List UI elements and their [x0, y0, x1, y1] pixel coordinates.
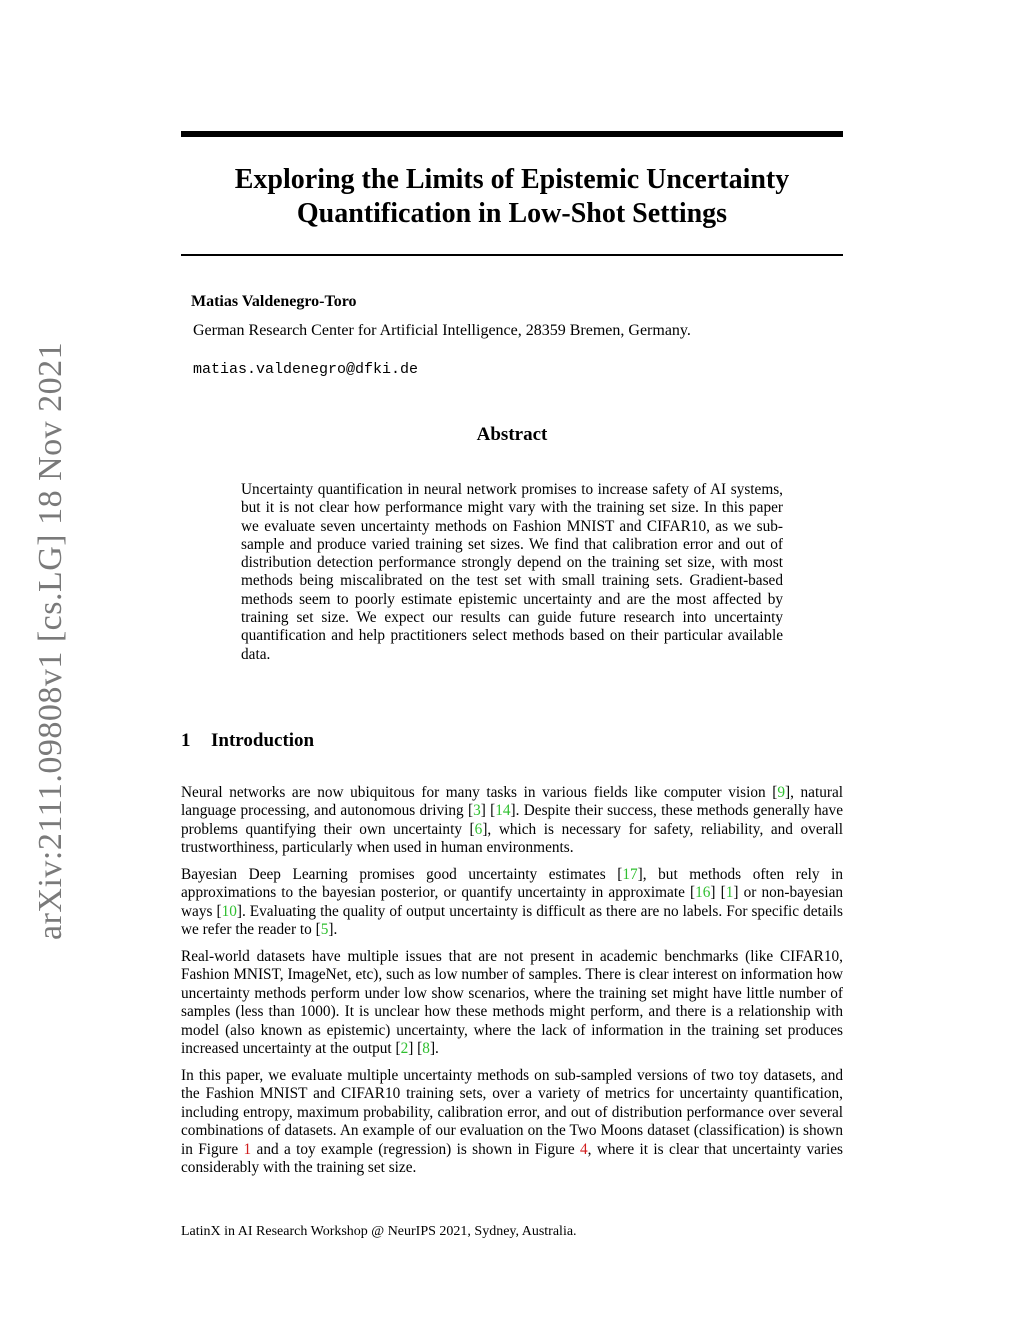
- intro-paragraph-3: [181, 948, 843, 1058]
- title-line-1: Exploring the Limits of Epistemic Uncertainty: [234, 164, 790, 195]
- title-bottom-rule: [181, 254, 843, 256]
- text-run: In this paper, we evaluate multiple uncertainty methods on sub-sampled versions of two toy datasets, and the Fashion MNIST and CIFAR10 training sets, over a variety of metrics for uncertainty quantification, including entropy, maximum probability, calibration error, and out of distribution performance over several combinations of datasets. An example of our evaluation on the Two Moons dataset (classification) is shown in Figure: [181, 1067, 843, 1158]
- text-run: ] [: [408, 1040, 423, 1058]
- text-run: ].: [328, 921, 338, 939]
- figure-reference-link[interactable]: 1: [243, 1140, 252, 1158]
- workshop-footnote: LatinX in AI Research Workshop @ NeurIPS 2021, Sydney, Australia.: [181, 1224, 577, 1239]
- citation-link[interactable]: 6: [474, 820, 483, 838]
- citation-link[interactable]: 5: [320, 921, 329, 939]
- citation-link[interactable]: 2: [400, 1040, 409, 1058]
- text-run: ] [: [710, 884, 726, 902]
- figure-reference-link[interactable]: 4: [580, 1140, 588, 1158]
- paper-title: [181, 163, 843, 231]
- citation-link[interactable]: 14: [495, 802, 511, 820]
- text-run: Bayesian Deep Learning promises good uncertainty estimates [: [181, 866, 623, 883]
- text-run: Real-world datasets have multiple issues that are not present in academic benchmarks (like CIFAR10, Fashion MNIST, ImageNet, etc), such as low number of samples. There is clear interest on information how uncertainty methods perform under low show scenarios, where the training set might have little number of samples (less than 1000). It is unclear how these methods might perform, and there is a relationship with model (also known as epistemic) uncertainty, where the lack of information in the training set produces increased uncertainty at the output [: [181, 948, 843, 1058]
- citation-link[interactable]: 3: [473, 802, 481, 820]
- intro-paragraph-2: [181, 866, 843, 940]
- citation-link[interactable]: 9: [777, 784, 785, 801]
- author-email: matias.valdenegro@dfki.de: [193, 361, 419, 378]
- text-run: ], but methods often rely in approximations to the bayesian posterior, or quantify uncertainty in approximate [: [181, 866, 843, 902]
- text-run: ].: [429, 1040, 439, 1058]
- text-run: Neural networks are now ubiquitous for many tasks in various fields like computer vision [: [181, 784, 778, 801]
- citation-link[interactable]: 17: [622, 866, 638, 883]
- abstract-heading: Abstract: [476, 424, 548, 445]
- author-name: Matias Valdenegro-Toro: [191, 293, 357, 310]
- intro-paragraph-1: [181, 784, 843, 858]
- citation-link[interactable]: 16: [695, 884, 711, 902]
- section-heading-introduction: [181, 730, 314, 752]
- title-line-2: Quantification in Low-Shot Settings: [296, 198, 728, 229]
- text-run: ] or non-bayesian ways [: [181, 884, 844, 920]
- citation-link[interactable]: 1: [725, 884, 734, 902]
- intro-paragraph-4: [181, 1067, 843, 1177]
- arxiv-identifier-stamp: arXiv:2111.09808v1 [cs.LG] 18 Nov 2021: [32, 341, 69, 940]
- text-run: ], which is necessary for safety, reliability, and overall trustworthiness, particularly when used in human environments.: [181, 820, 843, 857]
- author-affiliation: German Research Center for Artificial Intelligence, 28359 Bremen, Germany.: [193, 322, 691, 339]
- citation-link[interactable]: 10: [221, 902, 237, 920]
- title-top-rule: [181, 131, 843, 137]
- text-run: ] [: [480, 802, 496, 820]
- text-run: and a toy example (regression) is shown in Figure: [251, 1140, 580, 1158]
- text-run: ]. Despite their success, these methods generally have problems quantifying their own uncertainty [: [181, 802, 843, 838]
- section-number: 1: [181, 730, 191, 751]
- citation-link[interactable]: 8: [422, 1040, 430, 1058]
- text-run: ]. Evaluating the quality of output uncertainty is difficult as there are no labels. For specific details we refer the reader to [: [181, 902, 843, 939]
- abstract-text: Uncertainty quantification in neural network promises to increase safety of AI systems, but it is not clear how performance might vary with the training set size. In this paper we evaluate seven uncertainty methods on Fashion MNIST and CIFAR10, as we sub-sample and produce varied training set sizes. We find that calibration error and out of distribution detection performance strongly depend on the training set size, with most methods being miscalibrated on the test set with small training sets. Gradient-based methods seem to poorly estimate epistemic uncertainty and are the most affected by training set size. We expect our results can guide future research into uncertainty quantification and help practitioners select methods based on their particular available data.: [241, 481, 783, 663]
- text-run: ], natural language processing, and autonomous driving [: [181, 784, 843, 820]
- text-run: , where it is clear that uncertainty varies considerably with the training set size.: [181, 1140, 843, 1177]
- section-title: Introduction: [211, 730, 315, 751]
